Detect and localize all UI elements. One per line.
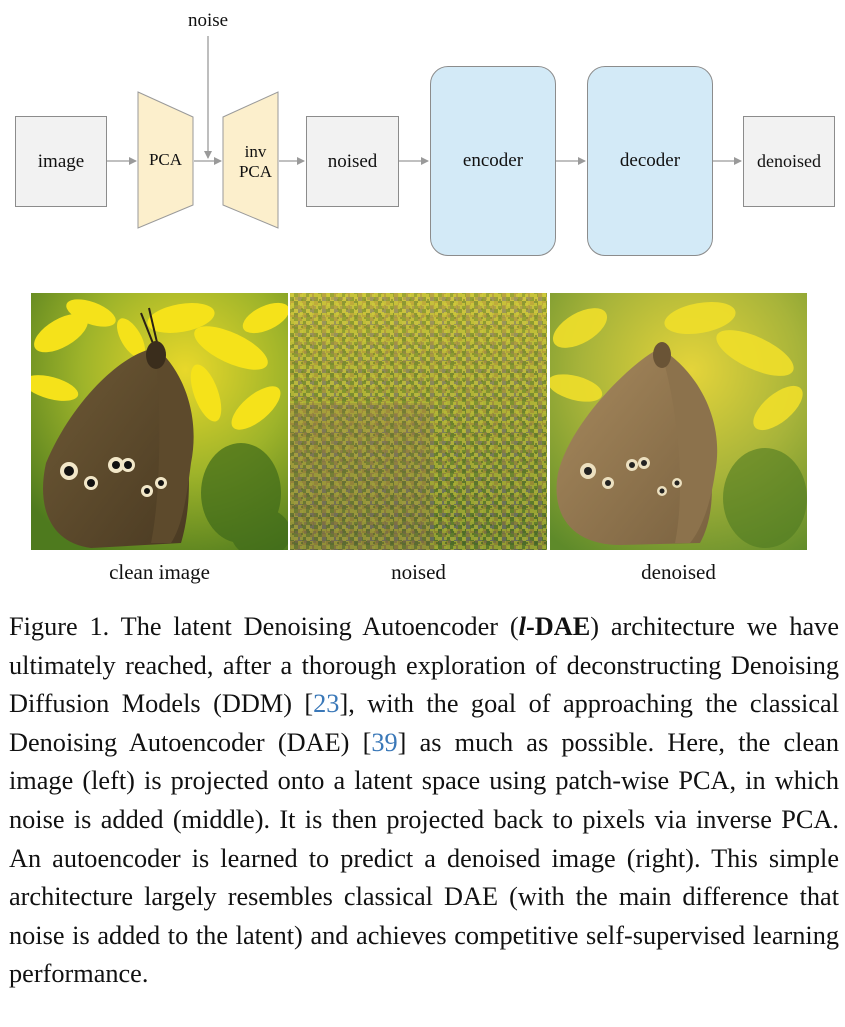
decoder-node: decoder — [587, 66, 713, 256]
caption-denoised: denoised — [641, 560, 716, 584]
image-node: image — [15, 116, 107, 207]
clean-butterfly-picture — [31, 293, 288, 550]
figure-caption — [9, 608, 839, 994]
ldae-name: l-DAE — [518, 612, 591, 641]
inv-pca-label-line2: PCA — [238, 162, 273, 181]
inv-pca-label-line1: inv — [244, 142, 267, 162]
noised-image — [290, 293, 547, 550]
caption-text-1: The latent Denoising Autoencoder ( — [109, 612, 519, 641]
clean-image — [31, 293, 288, 550]
caption-text-3: ], with the goal of approaching the classical Denoising Autoencoder (DAE) [ — [9, 689, 839, 757]
caption-text-4: ] as much as possible. Here, the clean image (left) is projected onto a latent space using patch-wise PCA, in which noise is added (middle). It is then projected back to pixels via inverse PCA. An autoencoder is learned to predict a denoised image (right). This simple architecture largely resembles classical DAE (with the main difference that noise is added to the latent) and achieves competitive self-supervised learning performance. — [9, 727, 839, 989]
citation-23[interactable]: 23 — [313, 689, 340, 719]
inv-pca-label — [223, 138, 288, 186]
noised-picture — [290, 293, 547, 550]
caption-noised: noised — [391, 560, 446, 584]
denoised-node: denoised — [743, 116, 835, 207]
caption-clean-image: clean image — [109, 560, 210, 584]
noised-node: noised — [306, 116, 399, 207]
caption-text-2: ) architecture we have ultimately reached, after a thorough exploration of deconstructing Denoising Diffusion Models (DDM) [ — [9, 612, 839, 719]
noise-label: noise — [187, 10, 229, 32]
architecture-diagram — [0, 0, 845, 275]
diagram-connectors — [0, 0, 845, 275]
denoised-butterfly-picture — [550, 293, 807, 550]
ldae-l: l — [518, 612, 526, 641]
figure-number: Figure 1. — [9, 612, 110, 641]
pca-label: PCA — [148, 150, 183, 170]
encoder-node: encoder — [430, 66, 556, 256]
denoised-image — [550, 293, 807, 550]
citation-39[interactable]: 39 — [371, 727, 398, 757]
